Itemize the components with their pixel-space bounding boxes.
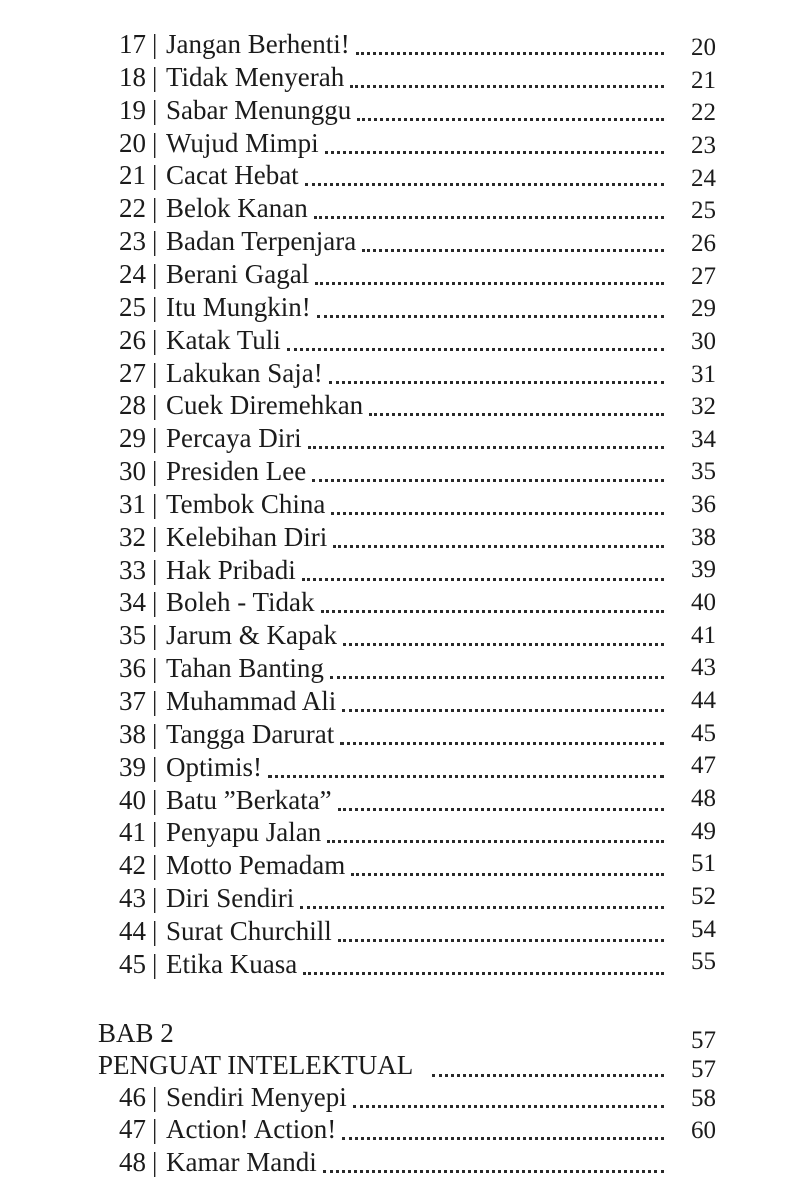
entry-page-number: 30 xyxy=(691,328,716,355)
entry-number: 33 xyxy=(119,555,146,585)
entry-number: 29 xyxy=(119,423,146,453)
entry-number: 30 xyxy=(119,456,146,486)
entry-title: Surat Churchill xyxy=(166,916,332,946)
entry-page-number: 44 xyxy=(691,687,716,714)
entry-title: Etika Kuasa xyxy=(166,949,298,979)
entry-number: 20 xyxy=(119,128,146,158)
entry-leader-dots xyxy=(303,972,664,975)
entry-page-number: 23 xyxy=(691,132,716,159)
entry-number: 18 xyxy=(119,62,146,92)
entry-number: 38 xyxy=(119,719,146,749)
entry-page-number: 55 xyxy=(691,948,716,975)
entry-separator: | xyxy=(152,292,158,322)
entry-leader-dots xyxy=(357,118,664,121)
entry-title: Sabar Menunggu xyxy=(166,95,352,125)
entry-title: Muhammad Ali xyxy=(166,686,337,716)
entry-number: 36 xyxy=(119,653,146,683)
entry-page-number: 20 xyxy=(691,34,716,61)
entry-title: Tembok China xyxy=(166,489,326,519)
entry-number: 21 xyxy=(119,160,146,190)
entry-number: 42 xyxy=(119,850,146,880)
bab2-heading-leader xyxy=(432,1074,664,1077)
entry-title: Batu ”Berkata” xyxy=(166,785,332,815)
toc-entry xyxy=(0,1146,800,1178)
entry-separator: | xyxy=(152,489,158,519)
entry-leader-dots xyxy=(356,52,664,55)
entry-separator: | xyxy=(152,916,158,946)
entry-leader-dots xyxy=(351,873,664,876)
entry-leader-dots xyxy=(342,709,664,712)
entry-page-number: 36 xyxy=(691,491,716,518)
entry-separator: | xyxy=(152,62,158,92)
entry-number: 35 xyxy=(119,620,146,650)
entry-title: Action! Action! xyxy=(166,1114,337,1144)
entry-number: 28 xyxy=(119,390,146,420)
entry-title: Boleh - Tidak xyxy=(166,587,315,617)
entry-page-number: 22 xyxy=(691,99,716,126)
entry-page-number: 43 xyxy=(691,654,716,681)
entry-title: Motto Pemadam xyxy=(166,850,346,880)
entry-number: 25 xyxy=(119,292,146,322)
entry-title: Berani Gagal xyxy=(166,259,310,289)
entry-leader-dots xyxy=(268,775,664,778)
entry-leader-dots xyxy=(325,151,664,154)
bab2-heading-page: 57 xyxy=(691,1056,716,1083)
entry-separator: | xyxy=(152,160,158,190)
entry-leader-dots xyxy=(302,578,664,581)
entry-leader-dots xyxy=(342,1137,664,1140)
entry-leader-dots xyxy=(329,381,664,384)
entry-separator: | xyxy=(152,719,158,749)
entry-title: Cuek Diremehkan xyxy=(166,390,364,420)
entry-title: Penyapu Jalan xyxy=(166,817,322,847)
entry-title: Lakukan Saja! xyxy=(166,358,323,388)
entry-title: Optimis! xyxy=(166,752,263,782)
entry-leader-dots xyxy=(315,282,664,285)
entry-number: 44 xyxy=(119,916,146,946)
entry-leader-dots xyxy=(323,1170,664,1173)
entry-number: 34 xyxy=(119,587,146,617)
entry-page-number: 31 xyxy=(691,361,716,388)
entry-leader-dots xyxy=(338,808,664,811)
entry-separator: | xyxy=(152,785,158,815)
entry-leader-dots xyxy=(343,643,664,646)
entry-separator: | xyxy=(152,555,158,585)
entry-leader-dots xyxy=(314,216,664,219)
entry-leader-dots xyxy=(340,742,664,745)
entry-leader-dots xyxy=(300,906,664,909)
entry-title: Tahan Banting xyxy=(166,653,324,683)
entry-separator: | xyxy=(152,883,158,913)
entry-separator: | xyxy=(152,29,158,59)
entry-number: 32 xyxy=(119,522,146,552)
entry-title: Tangga Darurat xyxy=(166,719,335,749)
entry-page-number: 45 xyxy=(691,720,716,747)
entry-number: 39 xyxy=(119,752,146,782)
entry-separator: | xyxy=(152,522,158,552)
entry-leader-dots xyxy=(333,545,664,548)
entry-page-number: 40 xyxy=(691,589,716,616)
entry-page-number: 48 xyxy=(691,785,716,812)
entry-separator: | xyxy=(152,1114,158,1144)
entry-page-number: 25 xyxy=(691,197,716,224)
entry-page-number: 51 xyxy=(691,850,716,877)
entry-page-number: 29 xyxy=(691,295,716,322)
entry-page-number: 47 xyxy=(691,752,716,779)
entry-page-number: 54 xyxy=(691,916,716,943)
entry-page-number: 27 xyxy=(691,263,716,290)
entry-separator: | xyxy=(152,128,158,158)
entry-separator: | xyxy=(152,752,158,782)
entry-title: Katak Tuli xyxy=(166,325,281,355)
entry-separator: | xyxy=(152,653,158,683)
entry-number: 27 xyxy=(119,358,146,388)
entry-number: 40 xyxy=(119,785,146,815)
entry-leader-dots xyxy=(321,610,664,613)
entry-title: Diri Sendiri xyxy=(166,883,295,913)
entry-title: Kamar Mandi xyxy=(166,1147,317,1177)
entry-number: 43 xyxy=(119,883,146,913)
entry-page-number: 60 xyxy=(691,1117,716,1144)
entry-number: 37 xyxy=(119,686,146,716)
entry-title: Badan Terpenjara xyxy=(166,226,357,256)
entry-leader-dots xyxy=(330,676,664,679)
entry-separator: | xyxy=(152,325,158,355)
entry-leader-dots xyxy=(350,85,664,88)
entry-separator: | xyxy=(152,620,158,650)
entry-number: 41 xyxy=(119,817,146,847)
entry-separator: | xyxy=(152,226,158,256)
entry-leader-dots xyxy=(353,1105,664,1108)
entry-page-number: 39 xyxy=(691,556,716,583)
entry-leader-dots xyxy=(369,413,664,416)
bab2-label-page: 57 xyxy=(691,1027,716,1054)
entry-leader-dots xyxy=(312,479,664,482)
entry-page-number: 21 xyxy=(691,67,716,94)
entry-separator: | xyxy=(152,95,158,125)
entry-page-number: 41 xyxy=(691,622,716,649)
entry-separator: | xyxy=(152,686,158,716)
entry-title: Sendiri Menyepi xyxy=(166,1082,347,1112)
entry-leader-dots xyxy=(338,939,664,942)
entry-title: Tidak Menyerah xyxy=(166,62,345,92)
entry-separator: | xyxy=(152,1147,158,1177)
entry-title: Belok Kanan xyxy=(166,193,308,223)
entry-title: Presiden Lee xyxy=(166,456,307,486)
entry-page-number: 35 xyxy=(691,458,716,485)
entry-title: Cacat Hebat xyxy=(166,160,299,190)
entry-separator: | xyxy=(152,259,158,289)
entry-page-number: 49 xyxy=(691,818,716,845)
entry-separator: | xyxy=(152,850,158,880)
entry-separator: | xyxy=(152,193,158,223)
entry-title: Kelebihan Diri xyxy=(166,522,328,552)
entry-number: 26 xyxy=(119,325,146,355)
entry-separator: | xyxy=(152,587,158,617)
entry-number: 46 xyxy=(119,1082,146,1112)
entry-separator: | xyxy=(152,456,158,486)
entry-separator: | xyxy=(152,949,158,979)
entry-separator: | xyxy=(152,390,158,420)
entry-leader-dots xyxy=(331,512,664,515)
entry-leader-dots xyxy=(308,446,664,449)
entry-page-number: 38 xyxy=(691,524,716,551)
entry-leader-dots xyxy=(305,183,664,186)
entry-title: Itu Mungkin! xyxy=(166,292,311,322)
entry-number: 17 xyxy=(119,29,146,59)
entry-leader-dots xyxy=(327,840,664,843)
entry-title: Jarum & Kapak xyxy=(166,620,337,650)
entry-page-number: 34 xyxy=(691,426,716,453)
entry-number: 23 xyxy=(119,226,146,256)
entry-leader-dots xyxy=(287,348,664,351)
entry-page-number: 26 xyxy=(691,230,716,257)
entry-separator: | xyxy=(152,358,158,388)
entry-number: 22 xyxy=(119,193,146,223)
entry-separator: | xyxy=(152,423,158,453)
entry-leader-dots xyxy=(317,315,664,318)
bab2-heading: PENGUAT INTELEKTUAL xyxy=(98,1050,414,1080)
entry-title: Hak Pribadi xyxy=(166,555,296,585)
entry-title: Wujud Mimpi xyxy=(166,128,319,158)
bab2-label: BAB 2 xyxy=(98,1018,174,1048)
entry-number: 31 xyxy=(119,489,146,519)
entry-leader-dots xyxy=(362,249,664,252)
entry-number: 45 xyxy=(119,949,146,979)
entry-title: Jangan Berhenti! xyxy=(166,29,350,59)
entry-separator: | xyxy=(152,817,158,847)
entry-separator: | xyxy=(152,1082,158,1112)
entry-page-number: 58 xyxy=(691,1085,716,1112)
entry-page-number: 24 xyxy=(691,165,716,192)
entry-page-number: 32 xyxy=(691,393,716,420)
entry-number: 19 xyxy=(119,95,146,125)
entry-number: 24 xyxy=(119,259,146,289)
entry-title: Percaya Diri xyxy=(166,423,302,453)
entry-number: 48 xyxy=(119,1147,146,1177)
entry-page-number: 52 xyxy=(691,883,716,910)
entry-number: 47 xyxy=(119,1114,146,1144)
